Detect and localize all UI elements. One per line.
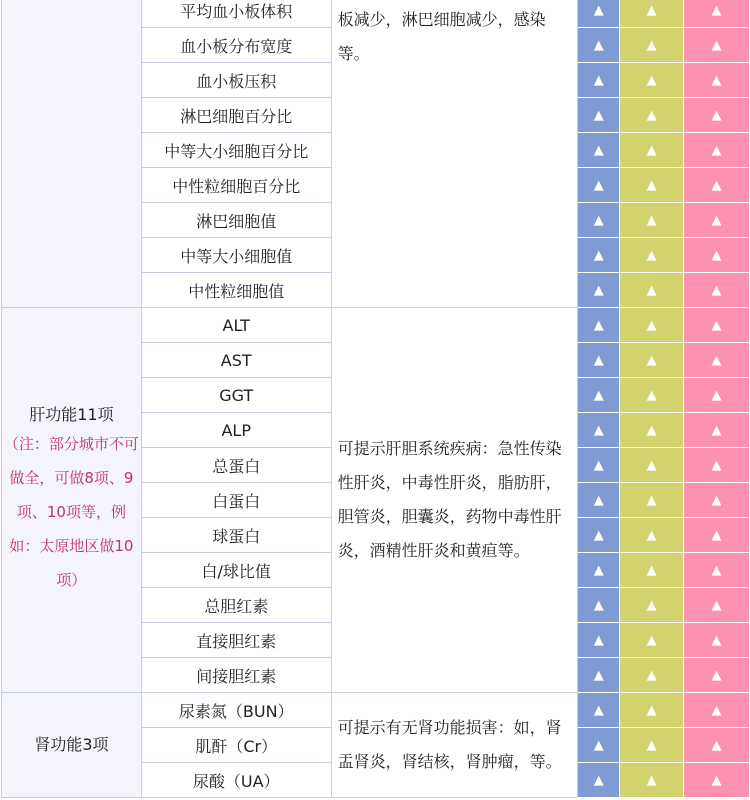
package-mark-2: ▲ [620,518,684,553]
package-mark-3: ▲ [684,28,750,63]
package-mark-1: ▲ [578,168,620,203]
exam-item-name: 总胆红素 [141,588,331,623]
package-mark-3: ▲ [684,658,750,693]
package-mark-1: ▲ [578,588,620,623]
package-mark-1: ▲ [578,28,620,63]
package-mark-1: ▲ [578,553,620,588]
package-mark-3: ▲ [684,308,750,343]
package-mark-1: ▲ [578,308,620,343]
exam-item-name: 尿酸（UA） [141,763,331,798]
package-mark-2: ▲ [620,168,684,203]
exam-item-name: 中等大小细胞值 [141,238,331,273]
package-mark-3: ▲ [684,763,750,798]
exam-item-name: 肌酐（Cr） [141,728,331,763]
package-mark-2: ▲ [620,378,684,413]
package-mark-2: ▲ [620,308,684,343]
package-mark-1: ▲ [578,238,620,273]
package-mark-2: ▲ [620,238,684,273]
package-mark-2: ▲ [620,273,684,308]
package-mark-2: ▲ [620,98,684,133]
category-title: 肝功能11项 [29,405,114,424]
package-mark-1: ▲ [578,763,620,798]
package-mark-1: ▲ [578,63,620,98]
package-mark-3: ▲ [684,588,750,623]
exam-item-name: 淋巴细胞值 [141,203,331,238]
package-mark-3: ▲ [684,623,750,658]
exam-item-name: GGT [141,378,331,413]
package-mark-2: ▲ [620,28,684,63]
table-row [2,308,750,343]
exam-item-name: 间接胆红素 [141,658,331,693]
exam-items-table [1,0,750,798]
package-mark-2: ▲ [620,63,684,98]
package-mark-2: ▲ [620,413,684,448]
package-mark-1: ▲ [578,98,620,133]
category-note: （注：部分城市不可做全，可做8项、9项、10项等，例如：太原地区做10项） [3,435,139,589]
package-mark-2: ▲ [620,763,684,798]
package-mark-2: ▲ [620,623,684,658]
package-mark-2: ▲ [620,693,684,728]
exam-item-name: 中性粒细胞值 [141,273,331,308]
category-cell [2,693,142,798]
table-row [2,693,750,728]
exam-item-name: 中等大小细胞百分比 [141,133,331,168]
package-mark-1: ▲ [578,273,620,308]
package-mark-3: ▲ [684,483,750,518]
package-mark-3: ▲ [684,378,750,413]
package-mark-2: ▲ [620,343,684,378]
package-mark-3: ▲ [684,238,750,273]
exam-item-name: ALT [141,308,331,343]
exam-item-name: 球蛋白 [141,518,331,553]
package-mark-3: ▲ [684,168,750,203]
package-mark-1: ▲ [578,133,620,168]
exam-item-name: 总蛋白 [141,448,331,483]
package-mark-1: ▲ [578,693,620,728]
package-mark-2: ▲ [620,0,684,28]
package-mark-1: ▲ [578,203,620,238]
package-mark-3: ▲ [684,98,750,133]
package-mark-2: ▲ [620,133,684,168]
package-mark-3: ▲ [684,518,750,553]
category-title: 肾功能3项 [34,735,109,754]
package-mark-1: ▲ [578,728,620,763]
package-mark-1: ▲ [578,518,620,553]
exam-item-name: 血小板分布宽度 [141,28,331,63]
package-mark-3: ▲ [684,448,750,483]
exam-item-name: 白/球比值 [141,553,331,588]
package-mark-3: ▲ [684,728,750,763]
exam-item-name: 尿素氮（BUN） [141,693,331,728]
package-mark-1: ▲ [578,378,620,413]
package-mark-3: ▲ [684,413,750,448]
package-mark-3: ▲ [684,273,750,308]
package-mark-1: ▲ [578,448,620,483]
package-mark-1: ▲ [578,343,620,378]
category-cell [2,0,142,308]
package-mark-1: ▲ [578,623,620,658]
description-cell: 可提示肝胆系统疾病：急性传染性肝炎，中毒性肝炎，脂肪肝，胆管炎，胆囊炎，药物中毒性肝炎，酒精性肝炎和黄疸等。 [331,308,578,693]
package-mark-1: ▲ [578,658,620,693]
package-mark-1: ▲ [578,413,620,448]
package-mark-1: ▲ [578,483,620,518]
package-mark-2: ▲ [620,203,684,238]
exam-item-name: 淋巴细胞百分比 [141,98,331,133]
table-row [2,0,750,28]
description-cell: 板减少，淋巴细胞减少，感染等。 [331,0,578,308]
exam-item-name: 中性粒细胞百分比 [141,168,331,203]
exam-item-name: 直接胆红素 [141,623,331,658]
package-mark-2: ▲ [620,728,684,763]
package-mark-2: ▲ [620,553,684,588]
exam-item-name: 血小板压积 [141,63,331,98]
package-mark-3: ▲ [684,63,750,98]
package-mark-3: ▲ [684,693,750,728]
package-mark-2: ▲ [620,658,684,693]
package-mark-3: ▲ [684,0,750,28]
package-mark-2: ▲ [620,448,684,483]
package-mark-2: ▲ [620,483,684,518]
category-cell [2,308,142,693]
package-mark-3: ▲ [684,133,750,168]
package-mark-2: ▲ [620,588,684,623]
exam-item-name: 平均血小板体积 [141,0,331,28]
package-mark-3: ▲ [684,343,750,378]
exam-item-name: AST [141,343,331,378]
package-mark-1: ▲ [578,0,620,28]
package-mark-3: ▲ [684,553,750,588]
exam-item-name: 白蛋白 [141,483,331,518]
exam-item-name: ALP [141,413,331,448]
description-cell: 可提示有无肾功能损害：如，肾盂肾炎，肾结核，肾肿瘤，等。 [331,693,578,798]
package-mark-3: ▲ [684,203,750,238]
